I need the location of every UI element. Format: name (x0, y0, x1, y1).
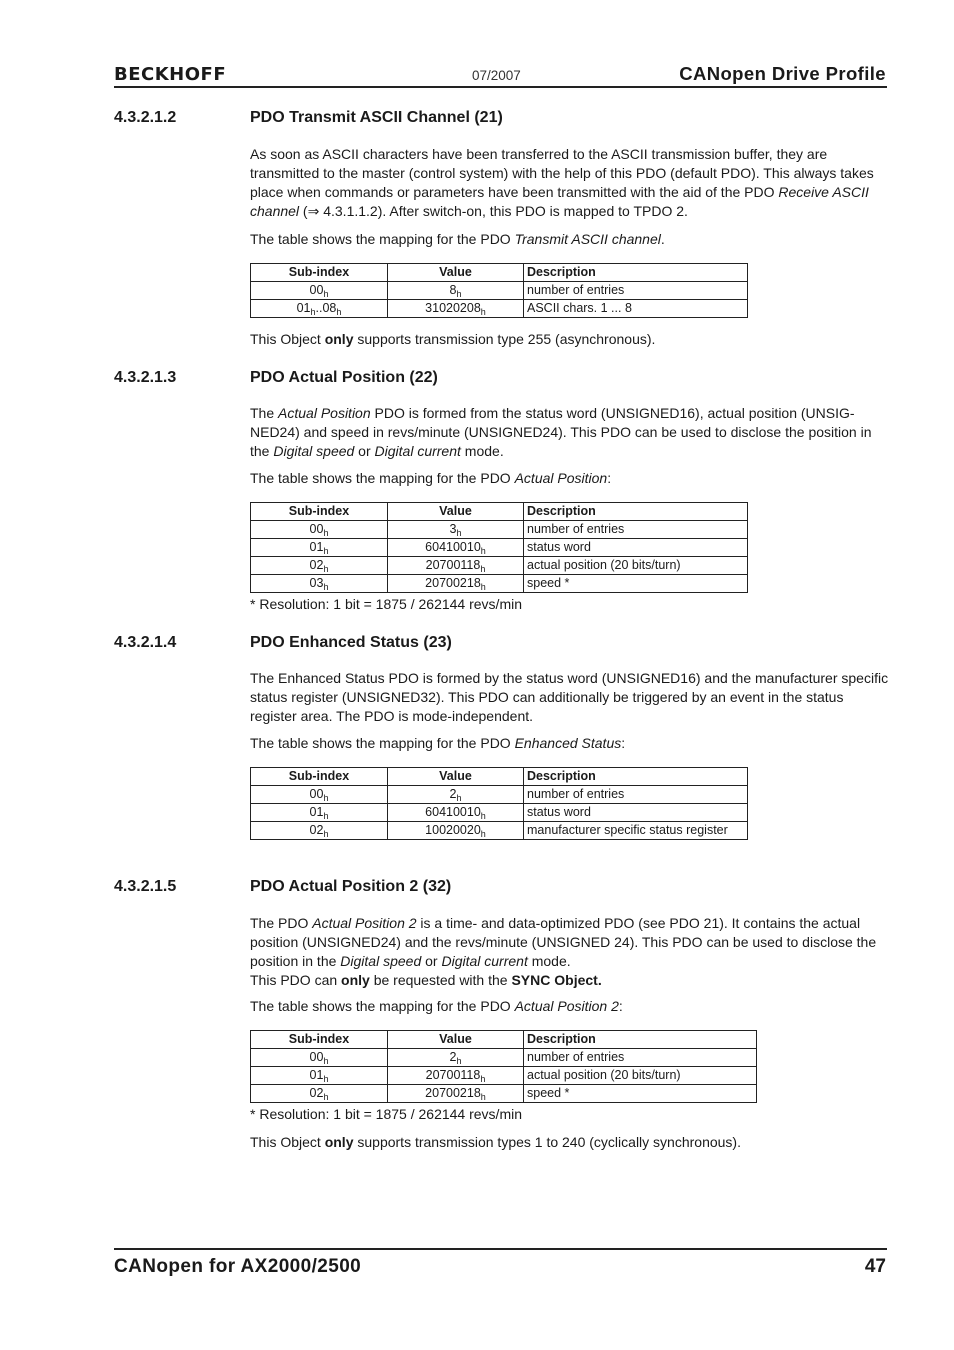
table-footnote: * Resolution: 1 bit = 1875 / 262144 revs/min (250, 596, 523, 612)
paragraph: The PDO Actual Position 2 is a time- and data-optimized PDO (see PDO 21). It contains the actual position (UNSIGNED24) and the revs/minute (UNSIGNED 24). This PDO can be used to disclose the position in the Digital speed or Digital current mode. This PDO can only be requested with the SYNC Object. (250, 915, 877, 988)
paragraph: The table shows the mapping for the PDO Enhanced Status: (250, 735, 626, 751)
section-number: 4.3.2.1.3 (114, 369, 177, 386)
cell-value: $60410010_h$ (388, 539, 524, 557)
cell-description: ASCII chars. 1 ... 8 (524, 300, 748, 318)
column-header: Value (388, 503, 524, 521)
paragraph: The table shows the mapping for the PDO Transmit ASCII channel. (250, 231, 665, 247)
table-footnote: * Resolution: 1 bit = 1875 / 262144 revs/min (250, 1106, 523, 1122)
mapping-table (250, 767, 748, 840)
table-row (251, 521, 748, 539)
cell-value: $20700218_h$ (388, 1085, 524, 1103)
section-title: PDO Actual Position 2 (32) (250, 878, 452, 895)
cell-value: $60410010_h$ (388, 804, 524, 822)
column-header: Value (388, 1031, 524, 1049)
cell-description: number of entries (524, 282, 748, 300)
cell-subindex: $00_h$ (251, 521, 388, 539)
column-header: Description (524, 1031, 757, 1049)
cell-description: status word (524, 539, 748, 557)
cell-subindex: $03_h$ (251, 575, 388, 593)
column-header: Sub-index (251, 264, 388, 282)
section-number: 4.3.2.1.2 (114, 109, 177, 126)
page-number: 47 (864, 1256, 886, 1277)
cell-subindex: $01_h$ (251, 1067, 388, 1085)
section-title: PDO Actual Position (22) (250, 369, 438, 386)
table-row (251, 786, 748, 804)
table-row (251, 539, 748, 557)
cell-value: $8_h$ (388, 282, 524, 300)
cell-value: $20700118_h$ (388, 1067, 524, 1085)
paragraph: This Object only supports transmission types 1 to 240 (cyclically synchronous). (250, 1134, 741, 1150)
mapping-table (250, 263, 748, 318)
cell-value: $2_h$ (388, 786, 524, 804)
column-header: Description (524, 264, 748, 282)
paragraph: This Object only supports transmission type 255 (asynchronous). (250, 331, 656, 347)
column-header: Value (388, 768, 524, 786)
paragraph: As soon as ASCII characters have been transferred to the ASCII transmission buffer, they are transmitted to the master (control system) with the help of this PDO (default PDO). This always takes place when commands or parameters have been transmitted with the aid of the PDO Receive ASCII channel (⇒ 4.3.1.1.2). After switch-on, this PDO is mapped to TPDO 2. (250, 146, 874, 219)
table-header-row (251, 768, 748, 786)
table-row (251, 282, 748, 300)
cell-description: number of entries (524, 521, 748, 539)
cell-value: $20700118_h$ (388, 557, 524, 575)
cell-description: speed * (524, 575, 748, 593)
table-row (251, 557, 748, 575)
cell-value: $10020020_h$ (388, 822, 524, 840)
table-row (251, 300, 748, 318)
paragraph: The table shows the mapping for the PDO Actual Position 2: (250, 998, 623, 1014)
column-header: Sub-index (251, 503, 388, 521)
cell-subindex: $02_h$ (251, 557, 388, 575)
section-title: PDO Transmit ASCII Channel (21) (250, 109, 503, 126)
section-number: 4.3.2.1.5 (114, 878, 177, 895)
column-header: Description (524, 503, 748, 521)
cell-subindex: $02_h$ (251, 822, 388, 840)
paragraph: The Enhanced Status PDO is formed by the status word (UNSIGNED16) and the manufacturer specific status register (UNSIGNED32). This PDO can additionally be triggered by an event in the status register area. The PDO is mode-independent. (250, 670, 889, 724)
footer-rule (114, 1248, 887, 1250)
table-row (251, 1067, 757, 1085)
cell-value: $2_h$ (388, 1049, 524, 1067)
brand-logo: BECKHOFF (114, 64, 227, 85)
section-number: 4.3.2.1.4 (114, 634, 177, 651)
cell-description: manufacturer specific status register (524, 822, 748, 840)
table-header-row (251, 1031, 757, 1049)
cell-description: number of entries (524, 1049, 757, 1067)
mapping-table (250, 1030, 757, 1103)
cell-description: actual position (20 bits/turn) (524, 1067, 757, 1085)
header-rule (114, 86, 887, 88)
mapping-table (250, 502, 748, 593)
cell-value: $31020208_h$ (388, 300, 524, 318)
cell-subindex: $00_h$ (251, 282, 388, 300)
cell-value: $3_h$ (388, 521, 524, 539)
cell-subindex: $01_h$ (251, 539, 388, 557)
table-row (251, 1049, 757, 1067)
cell-subindex: $02_h$ (251, 1085, 388, 1103)
cell-subindex: $01_h$ (251, 804, 388, 822)
paragraph: The table shows the mapping for the PDO Actual Position: (250, 470, 612, 486)
cell-description: number of entries (524, 786, 748, 804)
cell-description: actual position (20 bits/turn) (524, 557, 748, 575)
header-date: 07/2007 (472, 68, 521, 83)
cell-value: $20700218_h$ (388, 575, 524, 593)
column-header: Description (524, 768, 748, 786)
table-row (251, 822, 748, 840)
section-title: PDO Enhanced Status (23) (250, 634, 452, 651)
cell-subindex: $01_h..08_h$ (251, 300, 388, 318)
table-row (251, 575, 748, 593)
table-header-row (251, 503, 748, 521)
paragraph: The Actual Position PDO is formed from the status word (UNSIGNED16), actual position (UNSIG-NED24) and speed in revs/minute (UNSIGNED24). This PDO can be used to disclose the position in the Digital speed or Digital current mode. (250, 405, 872, 459)
cell-description: status word (524, 804, 748, 822)
table-header-row (251, 264, 748, 282)
column-header: Sub-index (251, 768, 388, 786)
cell-subindex: $00_h$ (251, 786, 388, 804)
footer-title: CANopen for AX2000/2500 (114, 1256, 362, 1277)
header-title: CANopen Drive Profile (679, 63, 886, 84)
table-row (251, 804, 748, 822)
table-row (251, 1085, 757, 1103)
column-header: Value (388, 264, 524, 282)
column-header: Sub-index (251, 1031, 388, 1049)
cell-subindex: $00_h$ (251, 1049, 388, 1067)
cell-description: speed * (524, 1085, 757, 1103)
